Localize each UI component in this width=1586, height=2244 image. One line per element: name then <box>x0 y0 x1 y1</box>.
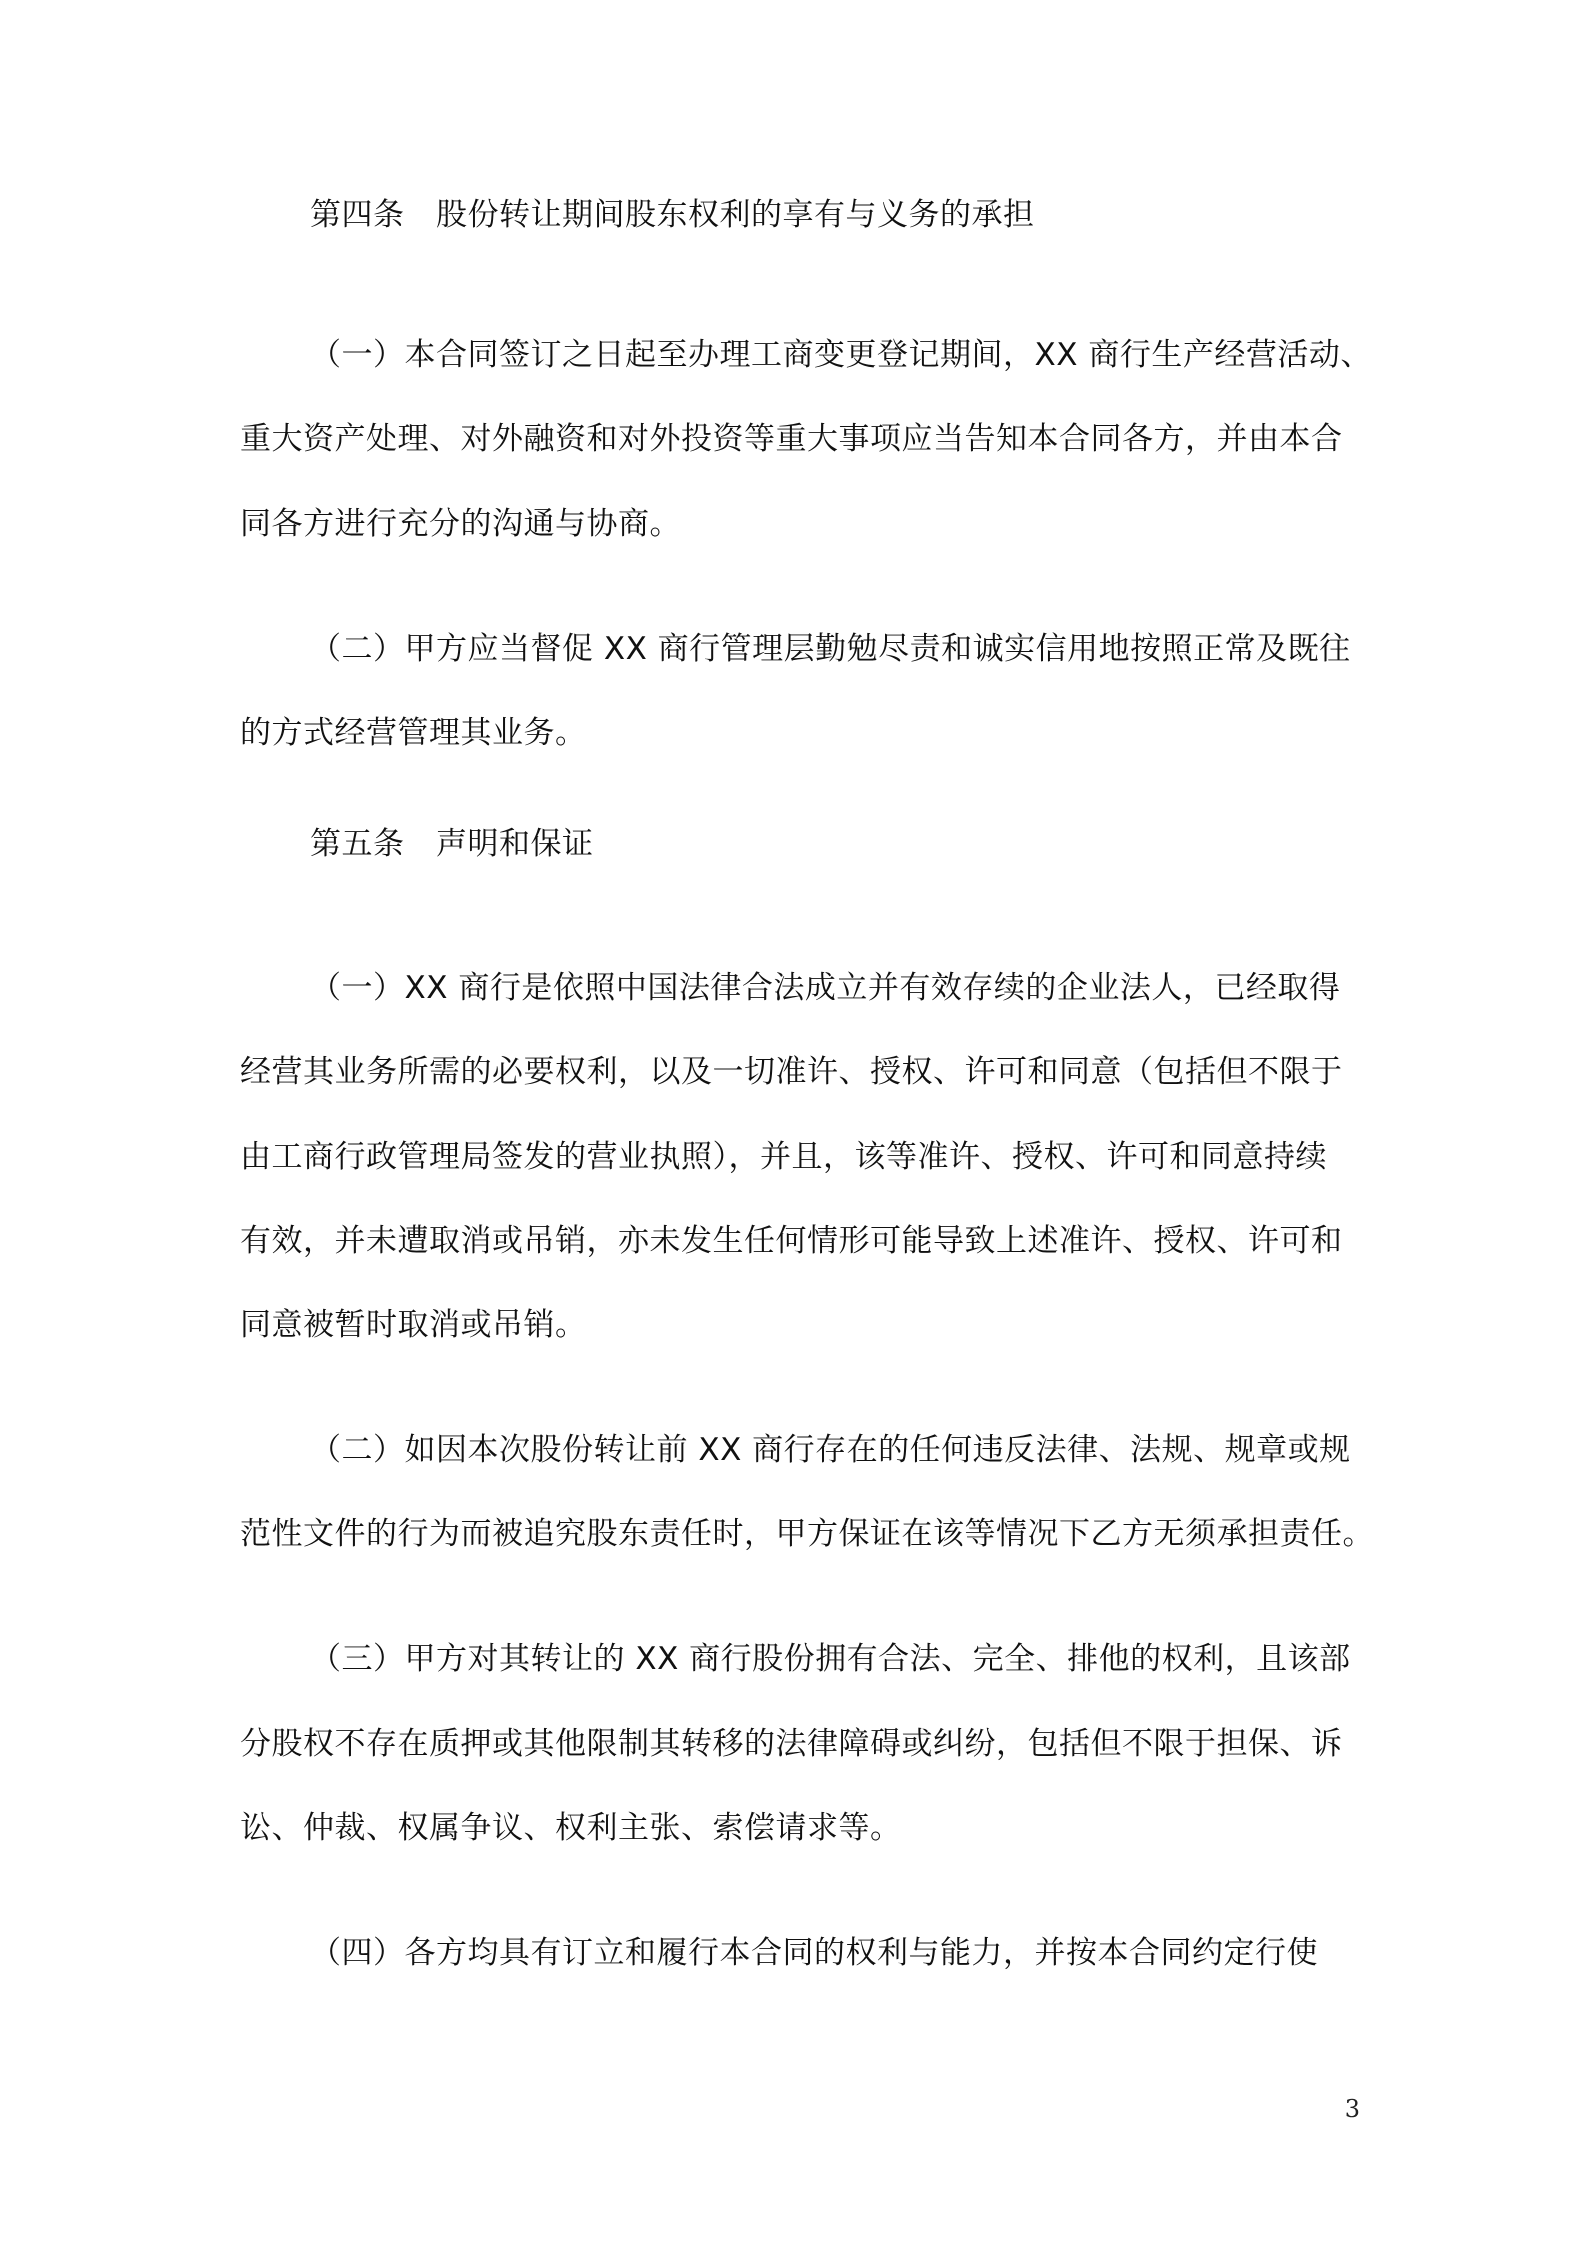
article-5-para-1-line-1: （一）XX 商行是依照中国法律合法成立并有效存续的企业法人，已经取得 <box>310 970 1341 1006</box>
article-4-para-1-line-1: （一）本合同签订之日起至办理工商变更登记期间，XX 商行生产经营活动、 <box>310 337 1372 373</box>
article-4-para-1-line-3: 同各方进行充分的沟通与协商。 <box>240 506 681 542</box>
article-5-heading: 第五条 声明和保证 <box>310 826 594 862</box>
article-5-para-3-line-2: 分股权不存在质押或其他限制其转移的法律障碍或纠纷，包括但不限于担保、诉 <box>240 1726 1343 1762</box>
article-5-para-1-line-4: 有效，并未遭取消或吊销，亦未发生任何情形可能导致上述准许、授权、许可和 <box>240 1223 1343 1259</box>
article-4-para-2-line-2: 的方式经营管理其业务。 <box>240 715 587 751</box>
article-5-para-3-line-3: 讼、仲裁、权属争议、权利主张、索偿请求等。 <box>240 1810 902 1846</box>
article-5-para-4-line-1: （四）各方均具有订立和履行本合同的权利与能力，并按本合同约定行使 <box>310 1935 1318 1971</box>
page-number: 3 <box>1344 2095 1360 2123</box>
article-5-para-2-line-2: 范性文件的行为而被追究股东责任时，甲方保证在该等情况下乙方无须承担责任。 <box>240 1516 1374 1552</box>
article-4-heading: 第四条 股份转让期间股东权利的享有与义务的承担 <box>310 197 1035 233</box>
article-4-para-2-line-1: （二）甲方应当督促 XX 商行管理层勤勉尽责和诚实信用地按照正常及既往 <box>310 631 1351 667</box>
article-5-para-2-line-1: （二）如因本次股份转让前 XX 商行存在的任何违反法律、法规、规章或规 <box>310 1432 1351 1468</box>
article-5-para-1-line-2: 经营其业务所需的必要权利，以及一切准许、授权、许可和同意（包括但不限于 <box>240 1054 1343 1090</box>
article-5-para-1-line-3: 由工商行政管理局签发的营业执照），并且，该等准许、授权、许可和同意持续 <box>240 1139 1327 1175</box>
article-4-para-1-line-2: 重大资产处理、对外融资和对外投资等重大事项应当告知本合同各方，并由本合 <box>240 421 1343 457</box>
article-5-para-1-line-5: 同意被暂时取消或吊销。 <box>240 1307 587 1343</box>
article-5-para-3-line-1: （三）甲方对其转让的 XX 商行股份拥有合法、完全、排他的权利，且该部 <box>310 1641 1351 1677</box>
